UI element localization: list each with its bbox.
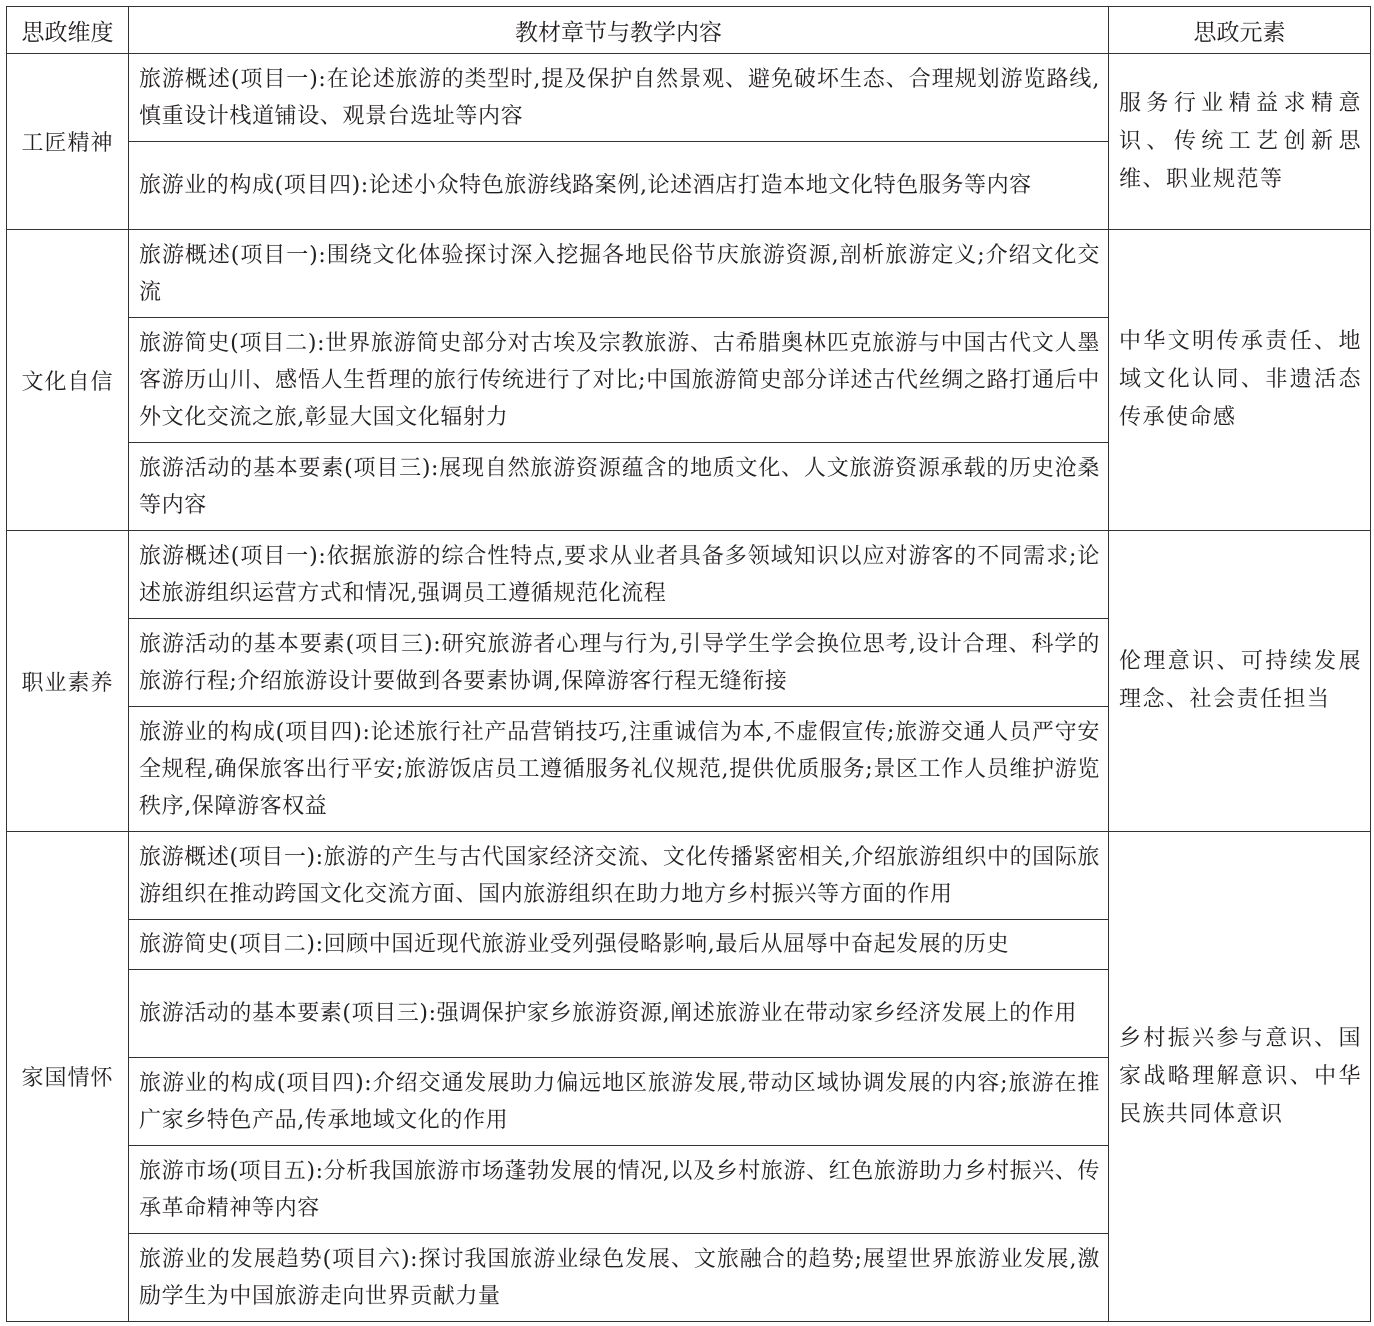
table-row: [7, 230, 1371, 318]
table-row: [7, 832, 1371, 920]
content-cell: 旅游活动的基本要素(项目三):强调保护家乡旅游资源,阐述旅游业在带动家乡经济发展上的作用: [129, 970, 1109, 1058]
dimension-cell: 工匠精神: [7, 54, 129, 230]
header-row: [7, 7, 1371, 54]
content-cell: 旅游活动的基本要素(项目三):研究旅游者心理与行为,引导学生学会换位思考,设计合理、科学的旅游行程;介绍旅游设计要做到各要素协调,保障游客行程无缝衔接: [129, 619, 1109, 707]
content-cell: 旅游业的构成(项目四):介绍交通发展助力偏远地区旅游发展,带动区域协调发展的内容;旅游在推广家乡特色产品,传承地域文化的作用: [129, 1058, 1109, 1146]
content-cell: 旅游业的构成(项目四):论述小众特色旅游线路案例,论述酒店打造本地文化特色服务等内容: [129, 142, 1109, 230]
content-cell: 旅游简史(项目二):回顾中国近现代旅游业受列强侵略影响,最后从屈辱中奋起发展的历史: [129, 920, 1109, 970]
content-cell: 旅游概述(项目一):围绕文化体验探讨深入挖掘各地民俗节庆旅游资源,剖析旅游定义;介绍文化交流: [129, 230, 1109, 318]
element-cell: 伦理意识、可持续发展理念、社会责任担当: [1109, 531, 1371, 832]
dimension-cell: 家国情怀: [7, 832, 129, 1322]
header-element: 思政元素: [1109, 7, 1371, 54]
content-cell: 旅游市场(项目五):分析我国旅游市场蓬勃发展的情况,以及乡村旅游、红色旅游助力乡村振兴、传承革命精神等内容: [129, 1146, 1109, 1234]
dimension-cell: 职业素养: [7, 531, 129, 832]
curriculum-table: [6, 6, 1371, 1322]
content-cell: 旅游活动的基本要素(项目三):展现自然旅游资源蕴含的地质文化、人文旅游资源承载的历史沧桑等内容: [129, 443, 1109, 531]
content-cell: 旅游概述(项目一):旅游的产生与古代国家经济交流、文化传播紧密相关,介绍旅游组织中的国际旅游组织在推动跨国文化交流方面、国内旅游组织在助力地方乡村振兴等方面的作用: [129, 832, 1109, 920]
table-row: [7, 54, 1371, 142]
header-dimension: 思政维度: [7, 7, 129, 54]
element-cell: 乡村振兴参与意识、国家战略理解意识、中华民族共同体意识: [1109, 832, 1371, 1322]
table-row: [7, 531, 1371, 619]
dimension-cell: 文化自信: [7, 230, 129, 531]
content-cell: 旅游概述(项目一):依据旅游的综合性特点,要求从业者具备多领域知识以应对游客的不同需求;论述旅游组织运营方式和情况,强调员工遵循规范化流程: [129, 531, 1109, 619]
content-cell: 旅游简史(项目二):世界旅游简史部分对古埃及宗教旅游、古希腊奥林匹克旅游与中国古代文人墨客游历山川、感悟人生哲理的旅行传统进行了对比;中国旅游简史部分详述古代丝绸之路打通后中外文化交流之旅,彰显大国文化辐射力: [129, 318, 1109, 443]
header-content: 教材章节与教学内容: [129, 7, 1109, 54]
element-cell: 服务行业精益求精意识、传统工艺创新思维、职业规范等: [1109, 54, 1371, 230]
content-cell: 旅游业的构成(项目四):论述旅行社产品营销技巧,注重诚信为本,不虚假宣传;旅游交通人员严守安全规程,确保旅客出行平安;旅游饭店员工遵循服务礼仪规范,提供优质服务;景区工作人员维护游览秩序,保障游客权益: [129, 707, 1109, 832]
content-cell: 旅游业的发展趋势(项目六):探讨我国旅游业绿色发展、文旅融合的趋势;展望世界旅游业发展,激励学生为中国旅游走向世界贡献力量: [129, 1234, 1109, 1322]
content-cell: 旅游概述(项目一):在论述旅游的类型时,提及保护自然景观、避免破坏生态、合理规划游览路线,慎重设计栈道铺设、观景台选址等内容: [129, 54, 1109, 142]
element-cell: 中华文明传承责任、地域文化认同、非遗活态传承使命感: [1109, 230, 1371, 531]
